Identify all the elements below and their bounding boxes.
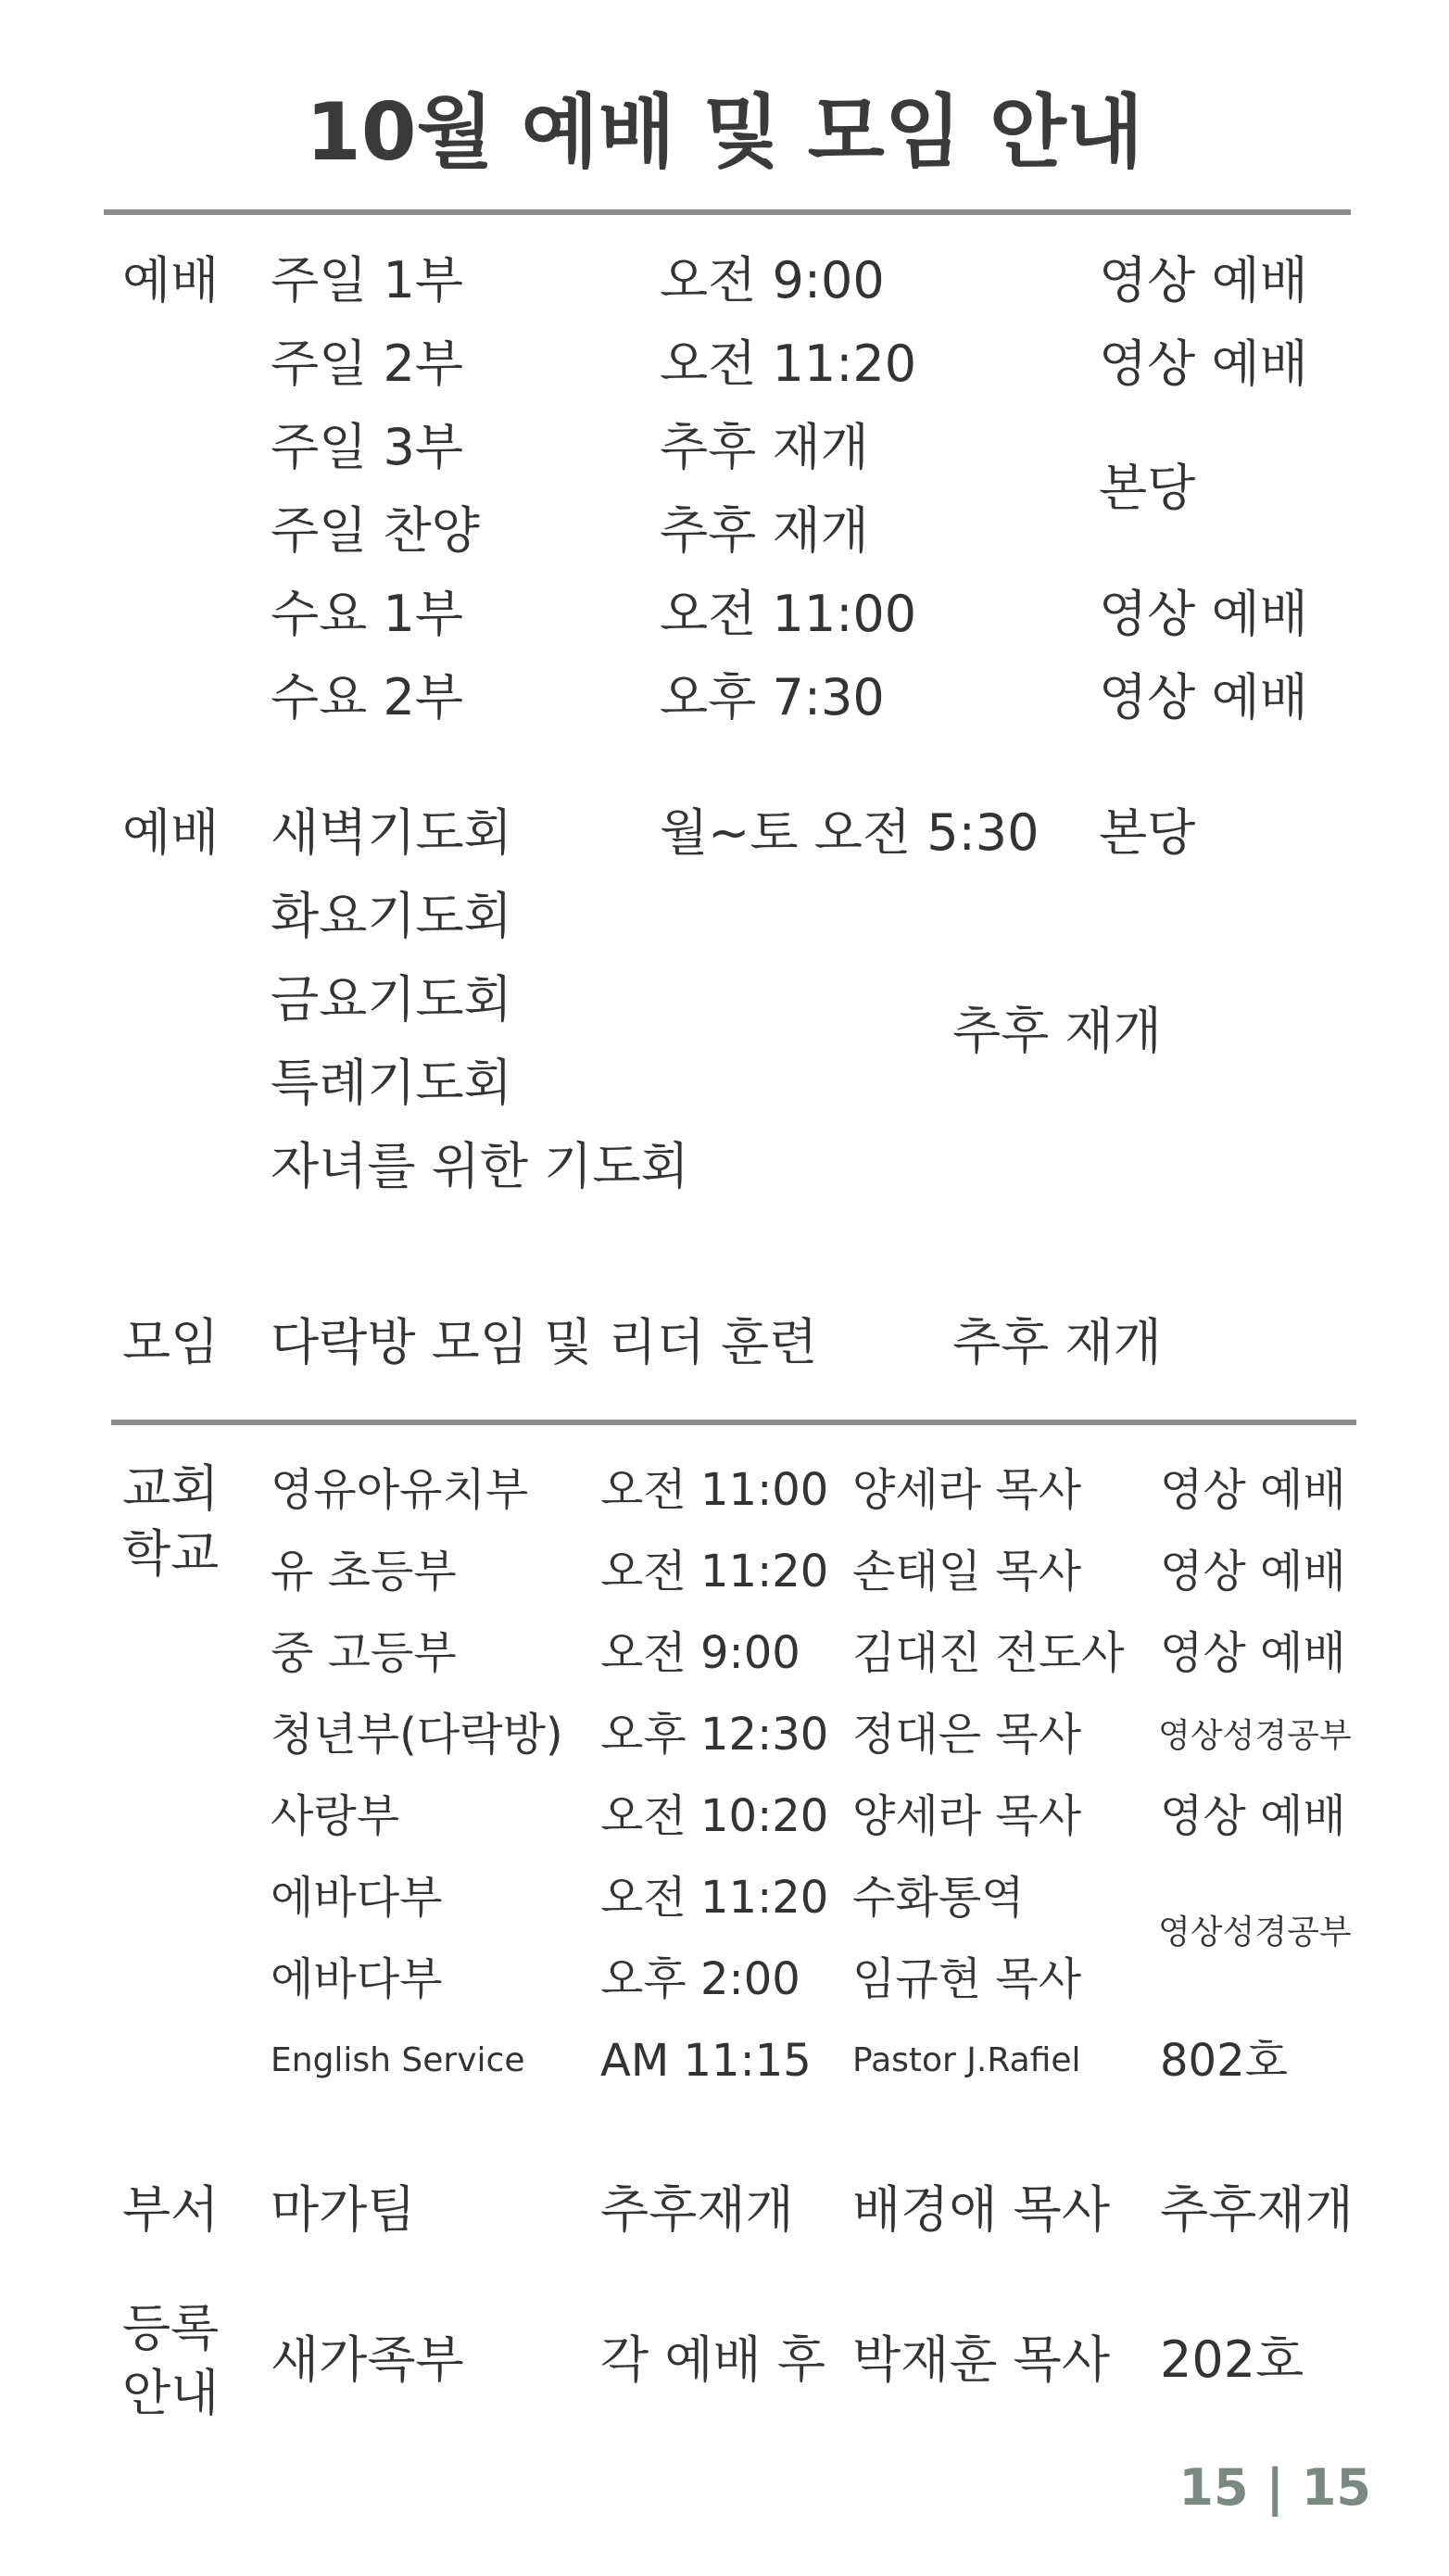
- worship-place: 영상 예배: [1099, 585, 1308, 643]
- school-dept: 유 초등부: [271, 1546, 457, 1597]
- top-divider: [104, 209, 1351, 215]
- page-title: 10월 예배 및 모임 안내: [305, 86, 1144, 179]
- school-merged-place: 영상성경공부: [1158, 1913, 1352, 1951]
- worship-name: 주일 3부: [271, 418, 464, 476]
- school-dept: 영유아유치부: [271, 1464, 529, 1516]
- prayer-name: 특례기도회: [271, 1054, 512, 1112]
- worship-name: 주일 1부: [271, 251, 464, 309]
- registration-name: 새가족부: [271, 2330, 464, 2389]
- school-place: 영상 예배: [1160, 1464, 1346, 1516]
- school-time: 오전 10:20: [600, 1790, 829, 1842]
- registration-leader: 박재훈 목사: [852, 2330, 1110, 2389]
- worship-time: 추후 재개: [660, 501, 869, 560]
- registration-category-line1: 등록: [122, 2299, 220, 2357]
- school-leader: 양세라 목사: [852, 1464, 1082, 1516]
- school-time: 오후 2:00: [600, 1953, 800, 2005]
- registration-time: 각 예배 후: [600, 2330, 825, 2389]
- prayer-merged-status: 추후 재개: [952, 1002, 1162, 1060]
- school-time: 오전 11:20: [600, 1546, 829, 1597]
- department-category: 부서: [122, 2180, 220, 2239]
- middle-divider: [111, 1420, 1356, 1425]
- school-place: 영상 예배: [1160, 1627, 1346, 1679]
- prayer-time: 월~토 오전 5:30: [660, 803, 1040, 862]
- school-dept: English Service: [271, 2041, 525, 2079]
- worship-name: 주일 찬양: [271, 501, 480, 560]
- department-status: 추후재개: [600, 2180, 794, 2239]
- worship-place: 영상 예배: [1099, 668, 1308, 726]
- school-place: 802호: [1160, 2035, 1288, 2087]
- school-dept: 에바다부: [271, 1872, 443, 1924]
- school-place: 영상성경공부: [1158, 1717, 1352, 1755]
- school-place: 영상 예배: [1160, 1790, 1346, 1842]
- prayer-name: 금요기도회: [271, 970, 512, 1029]
- prayer-name: 자녀를 위한 기도회: [271, 1137, 689, 1195]
- school-leader: 양세라 목사: [852, 1790, 1082, 1842]
- school-time: 오전 11:00: [600, 1464, 829, 1516]
- meeting-category: 모임: [122, 1313, 220, 1371]
- school-leader: 정대은 목사: [852, 1709, 1082, 1761]
- worship-name: 주일 2부: [271, 335, 464, 393]
- page-number: 15 | 15: [1178, 2458, 1371, 2517]
- meeting-name: 다락방 모임 및 리더 훈련: [271, 1313, 818, 1371]
- prayer-place: 본당: [1099, 803, 1196, 862]
- school-category-line2: 학교: [122, 1524, 220, 1583]
- school-dept: 청년부(다락방): [271, 1709, 563, 1761]
- school-leader: Pastor J.Rafiel: [852, 2041, 1081, 2079]
- worship-time: 오전 9:00: [660, 251, 885, 309]
- school-category-line1: 교회: [122, 1459, 220, 1518]
- school-time: 오전 9:00: [600, 1627, 800, 1679]
- school-dept: 사랑부: [271, 1790, 400, 1842]
- school-dept: 중 고등부: [271, 1627, 457, 1679]
- school-place: 영상 예배: [1160, 1546, 1346, 1597]
- worship-merged-place: 본당: [1099, 459, 1196, 517]
- prayer-name: 화요기도회: [271, 887, 512, 945]
- registration-category-line2: 안내: [122, 2364, 220, 2422]
- prayer-name: 새벽기도회: [271, 803, 512, 862]
- worship-place: 영상 예배: [1099, 251, 1308, 309]
- department-leader: 배경애 목사: [852, 2180, 1110, 2239]
- school-time: 오전 11:20: [600, 1872, 829, 1924]
- school-leader: 임규현 목사: [852, 1953, 1082, 2005]
- school-leader: 수화통역: [852, 1872, 1025, 1924]
- worship-time: 오전 11:00: [660, 585, 917, 643]
- worship-category: 예배: [122, 251, 220, 309]
- department-name: 마가팀: [271, 2180, 416, 2239]
- registration-place: 202호: [1160, 2330, 1304, 2389]
- school-time: AM 11:15: [600, 2035, 812, 2087]
- worship-time: 오전 11:20: [660, 335, 917, 393]
- worship-name: 수요 1부: [271, 585, 464, 643]
- school-leader: 손태일 목사: [852, 1546, 1082, 1597]
- school-dept: 에바다부: [271, 1953, 443, 2005]
- worship-time: 추후 재개: [660, 418, 869, 476]
- worship-name: 수요 2부: [271, 668, 464, 726]
- department-place: 추후재개: [1160, 2180, 1354, 2239]
- prayer-category: 예배: [122, 803, 220, 862]
- school-time: 오후 12:30: [600, 1709, 829, 1761]
- worship-place: 영상 예배: [1099, 335, 1308, 393]
- school-leader: 김대진 전도사: [852, 1627, 1125, 1679]
- worship-time: 오후 7:30: [660, 668, 885, 726]
- meeting-status: 추후 재개: [952, 1313, 1162, 1371]
